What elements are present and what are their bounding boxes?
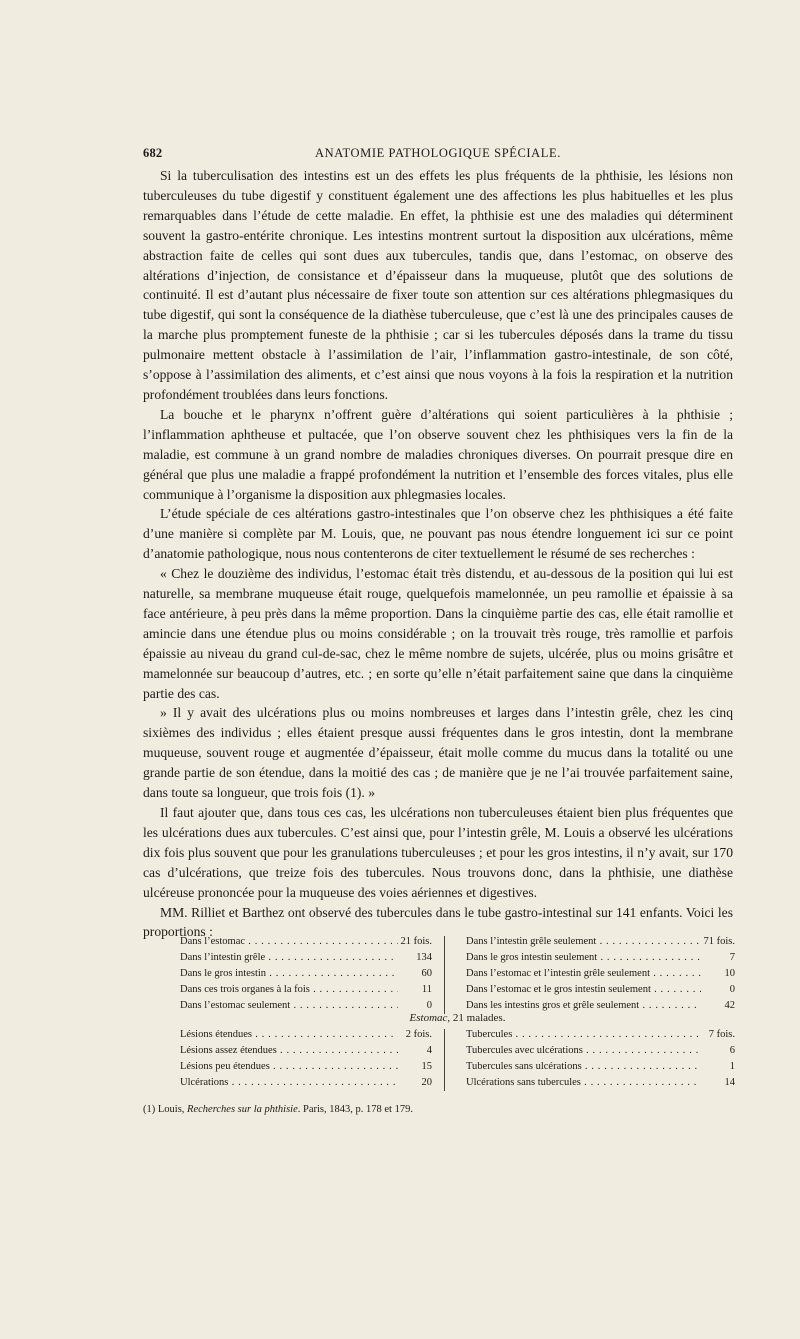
row-value: 20 bbox=[419, 1075, 433, 1091]
table-row bbox=[466, 1059, 735, 1075]
row-value: 14 bbox=[722, 1075, 736, 1091]
row-value: 4 bbox=[424, 1043, 432, 1059]
table-row bbox=[180, 1075, 432, 1091]
row-label: Dans le gros intestin . . . bbox=[180, 966, 398, 982]
row-value: 6 bbox=[727, 1043, 735, 1059]
row-value: 11 bbox=[419, 982, 432, 998]
row-value: 1 bbox=[727, 1059, 735, 1075]
row-value: 42 bbox=[722, 998, 736, 1014]
row-value: 60 bbox=[419, 966, 433, 982]
page-header bbox=[143, 146, 733, 164]
row-label: Dans les intestins gros et grêle seulement . . . bbox=[466, 998, 701, 1014]
row-value: 0 bbox=[424, 998, 432, 1014]
table-left-column bbox=[180, 934, 432, 1014]
table-row bbox=[466, 934, 735, 950]
column-divider bbox=[444, 1029, 445, 1091]
row-label: Dans l’intestin grêle seulement . . . bbox=[466, 934, 701, 950]
row-label: Dans l’intestin grêle . . . bbox=[180, 950, 398, 966]
footnote-title: Recherches sur la phthisie bbox=[187, 1104, 298, 1115]
caption-italic: Estomac, bbox=[409, 1012, 451, 1024]
row-value: 21 fois. bbox=[398, 934, 433, 950]
paragraph: » Il y avait des ulcérations plus ou moins nombreuses et larges dans l’intestin grêle, chez les cinq sixièmes des individus ; elles étaient presque aussi fréquentes dans le gros intestin, dont la membrane muqueuse, souvent rouge et augmentée d’épaisseur, était molle comme du mucus dans la totalité ou une grande partie de son étendue, dans la moitié des cas ; de manière que je ne l’ai trouvée parfaitement saine, dans toute sa longueur, que trois fois (1). » bbox=[143, 705, 733, 801]
page-number: 682 bbox=[143, 146, 163, 160]
table-row bbox=[180, 982, 432, 998]
row-value: 0 bbox=[727, 982, 735, 998]
row-value: 134 bbox=[413, 950, 432, 966]
footnote bbox=[143, 1104, 733, 1115]
table-row bbox=[180, 950, 432, 966]
table-row bbox=[180, 1027, 432, 1043]
footnote-rest: . Paris, 1843, p. 178 et 179. bbox=[297, 1104, 413, 1115]
paragraph: « Chez le douzième des individus, l’estomac était très distendu, et au-dessous de la position qui lui est naturelle, sa membrane muqueuse était rouge, quelquefois mamelonnée, un peu ramollie et épaissie à sa face antérieure, à peu près dans la même proportion. Dans la cinquième partie des cas, elle était ramollie et amincie dans une étendue plus ou moins considérable ; on la trouvait très rouge, très ramollie et parfois épaissie au niveau du grand cul-de-sac, chez le même nombre de sujets, ulcérée, plus ou moins grisâtre et mamelonnée sur beaucoup d’autres, etc. ; en sorte qu’elle n’était parfaitement saine que dans la cinquième partie des cas. bbox=[143, 566, 733, 701]
paragraph: MM. Rilliet et Barthez ont observé des tubercules dans le tube gastro-intestinal sur 141 enfants. Voici les proportions : bbox=[143, 904, 733, 940]
paragraph: L’étude spéciale de ces altérations gastro-intestinales que l’on observe chez les phthisiques a été faite d’une manière si complète par M. Louis, que, ne pouvant pas nous étendre longuement ici sur ce point d’anatomie pathologique, nous nous contenterons de citer textuellement le résumé de ses recherches : bbox=[143, 506, 733, 562]
row-label: Lésions assez étendues . . . bbox=[180, 1043, 398, 1059]
table-right-column bbox=[466, 934, 735, 1014]
row-value: 71 fois. bbox=[701, 934, 736, 950]
row-value: 10 bbox=[722, 966, 736, 982]
table-right-column bbox=[466, 1027, 735, 1091]
row-value: 15 bbox=[419, 1059, 433, 1075]
row-label: Dans l’estomac et l’intestin grêle seulement . . . bbox=[466, 966, 701, 982]
table-caption bbox=[180, 1010, 735, 1026]
paragraph: Si la tuberculisation des intestins est un des effets les plus fréquents de la phthisie, les lésions non tuberculeuses du tube digestif y constituent également une des affections les plus habituelles et les plus remarquables dans l’étude de cette maladie. En effet, la phthisie est une des maladies qui déterminent souvent la gastro-entérite chronique. Les intestins montrent surtout la disposition aux ulcérations, même abstraction faite de celles qui sont dues aux tubercules, tandis que, dans l’estomac, on observe des altérations d’injection, de consistance et d’épaisseur dans la muqueuse, plutôt que des solutions de continuité. Il est d’autant plus nécessaire de fixer toute son attention sur ces altérations phlegmasiques du tube digestif, qui sont la conséquence de la diathèse tuberculeuse, que c’est là une des principales causes de la marche plus promptement funeste de la phthisie ; car si les tubercules déposés dans la trame du tissu pulmonaire mettent obstacle à l’assimilation de l’air, l’inflammation gastro-intestinale, de son côté, s’oppose à l’assimilation des aliments, et c’est ainsi que nous voyons à la fois la respiration et la nutrition profondément troublées dans leurs fonctions. bbox=[143, 168, 733, 402]
stomach-table bbox=[180, 1010, 735, 1092]
table-row bbox=[466, 966, 735, 982]
caption-text: 21 malades. bbox=[450, 1012, 506, 1024]
table-left-column bbox=[180, 1027, 432, 1091]
row-value: 7 bbox=[727, 950, 735, 966]
table-row bbox=[180, 966, 432, 982]
row-value: 7 fois. bbox=[706, 1027, 735, 1043]
main-text bbox=[143, 166, 733, 942]
row-label: Ulcérations . . . bbox=[180, 1075, 398, 1091]
table-row bbox=[466, 1075, 735, 1091]
table-row bbox=[466, 1043, 735, 1059]
row-label: Ulcérations sans tubercules . . . bbox=[466, 1075, 701, 1091]
column-divider bbox=[444, 936, 445, 1014]
row-label: Lésions peu étendues . . . bbox=[180, 1059, 398, 1075]
table-row bbox=[180, 1043, 432, 1059]
table-row bbox=[466, 1027, 735, 1043]
row-label: Dans le gros intestin seulement . . . bbox=[466, 950, 701, 966]
row-label: Dans ces trois organes à la fois . . . bbox=[180, 982, 398, 998]
row-label: Dans l’estomac et le gros intestin seulement . . . bbox=[466, 982, 701, 998]
row-value: 2 fois. bbox=[403, 1027, 432, 1043]
row-label: Dans l’estomac . . . bbox=[180, 934, 398, 950]
table-row bbox=[180, 934, 432, 950]
table-row bbox=[466, 950, 735, 966]
paragraph: La bouche et le pharynx n’offrent guère d’altérations qui soient particulières à la phthisie ; l’inflammation aphtheuse et pultacée, que l’on observe souvent chez les phthisiques vers la fin de la maladie, est commune à un grand nombre de maladies chroniques diverses. On pourrait presque dire en général que plus une maladie a frappé profondément la nutrition et l’ensemble des forces vitales, plus elle communique à l’organisme la disposition aux phlegmasies locales. bbox=[143, 406, 733, 502]
table-row bbox=[466, 982, 735, 998]
row-label: Lésions étendues . . . bbox=[180, 1027, 398, 1043]
row-label: Dans l’estomac seulement . . . bbox=[180, 998, 398, 1014]
running-title: ANATOMIE PATHOLOGIQUE SPÉCIALE. bbox=[314, 146, 562, 160]
footnote-author: Louis, bbox=[157, 1104, 188, 1115]
paragraph: Il faut ajouter que, dans tous ces cas, les ulcérations non tuberculeuses étaient bien plus fréquentes que les ulcérations dues aux tubercules. C’est ainsi que, pour l’intestin grêle, M. Louis a observé les ulcérations dix fois plus souvent que pour les granulations tuberculeuses ; et pour les gros intestins, il n’y avait, sur 170 cas d’ulcérations, que treize fois des tubercules. Nous trouvons donc, dans la phthisie, une diathèse ulcéreuse prononcée pour la muqueuse des voies aériennes et digestives. bbox=[143, 805, 733, 900]
footnote-mark: (1) bbox=[143, 1104, 158, 1115]
row-label: Tubercules avec ulcérations . . . bbox=[466, 1043, 701, 1059]
proportions-table bbox=[180, 934, 735, 1016]
table-row bbox=[180, 1059, 432, 1075]
row-label: Tubercules sans ulcérations . . . bbox=[466, 1059, 701, 1075]
row-label: Tubercules . . . bbox=[466, 1027, 701, 1043]
